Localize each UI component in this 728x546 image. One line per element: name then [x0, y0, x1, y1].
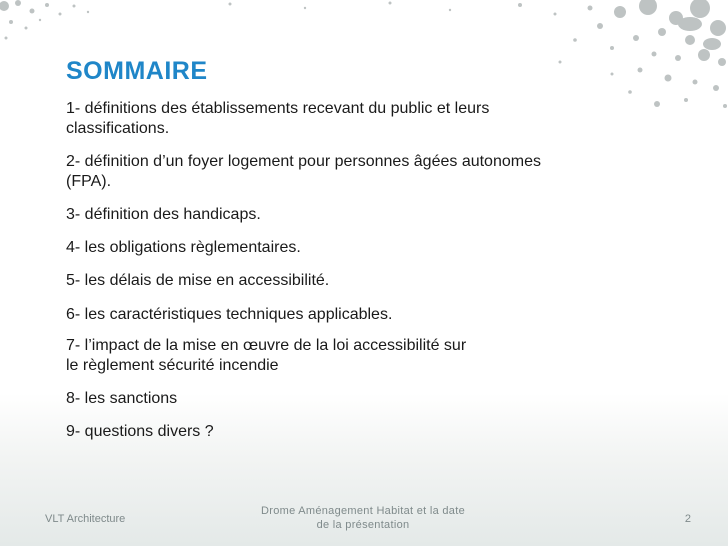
footer-presentation-info: Drome Aménagement Habitat et la date de la présentation: [260, 505, 466, 531]
page-number: 2: [684, 513, 691, 525]
toc-item: 2- définition d’un foyer logement pour personnes âgées autonomes (FPA).: [66, 153, 541, 190]
toc-item: 6- les caractéristiques techniques applicables.: [66, 306, 393, 323]
toc-item: 1- définitions des établissements recevant du public et leurs classifications.: [66, 100, 490, 137]
toc-item: 9- questions divers ?: [66, 423, 214, 440]
toc-item: 5- les délais de mise en accessibilité.: [66, 272, 330, 289]
toc-item: 4- les obligations règlementaires.: [66, 239, 301, 256]
table-of-contents: [66, 99, 646, 442]
toc-item: 3- définition des handicaps.: [66, 206, 261, 223]
slide-title: SOMMAIRE: [66, 57, 208, 85]
toc-item: 7- l’impact de la mise en œuvre de la loi accessibilité sur le règlement sécurité incendie: [66, 337, 467, 374]
toc-item: 8- les sanctions: [66, 390, 178, 407]
footer-author: VLT Architecture: [45, 513, 126, 525]
